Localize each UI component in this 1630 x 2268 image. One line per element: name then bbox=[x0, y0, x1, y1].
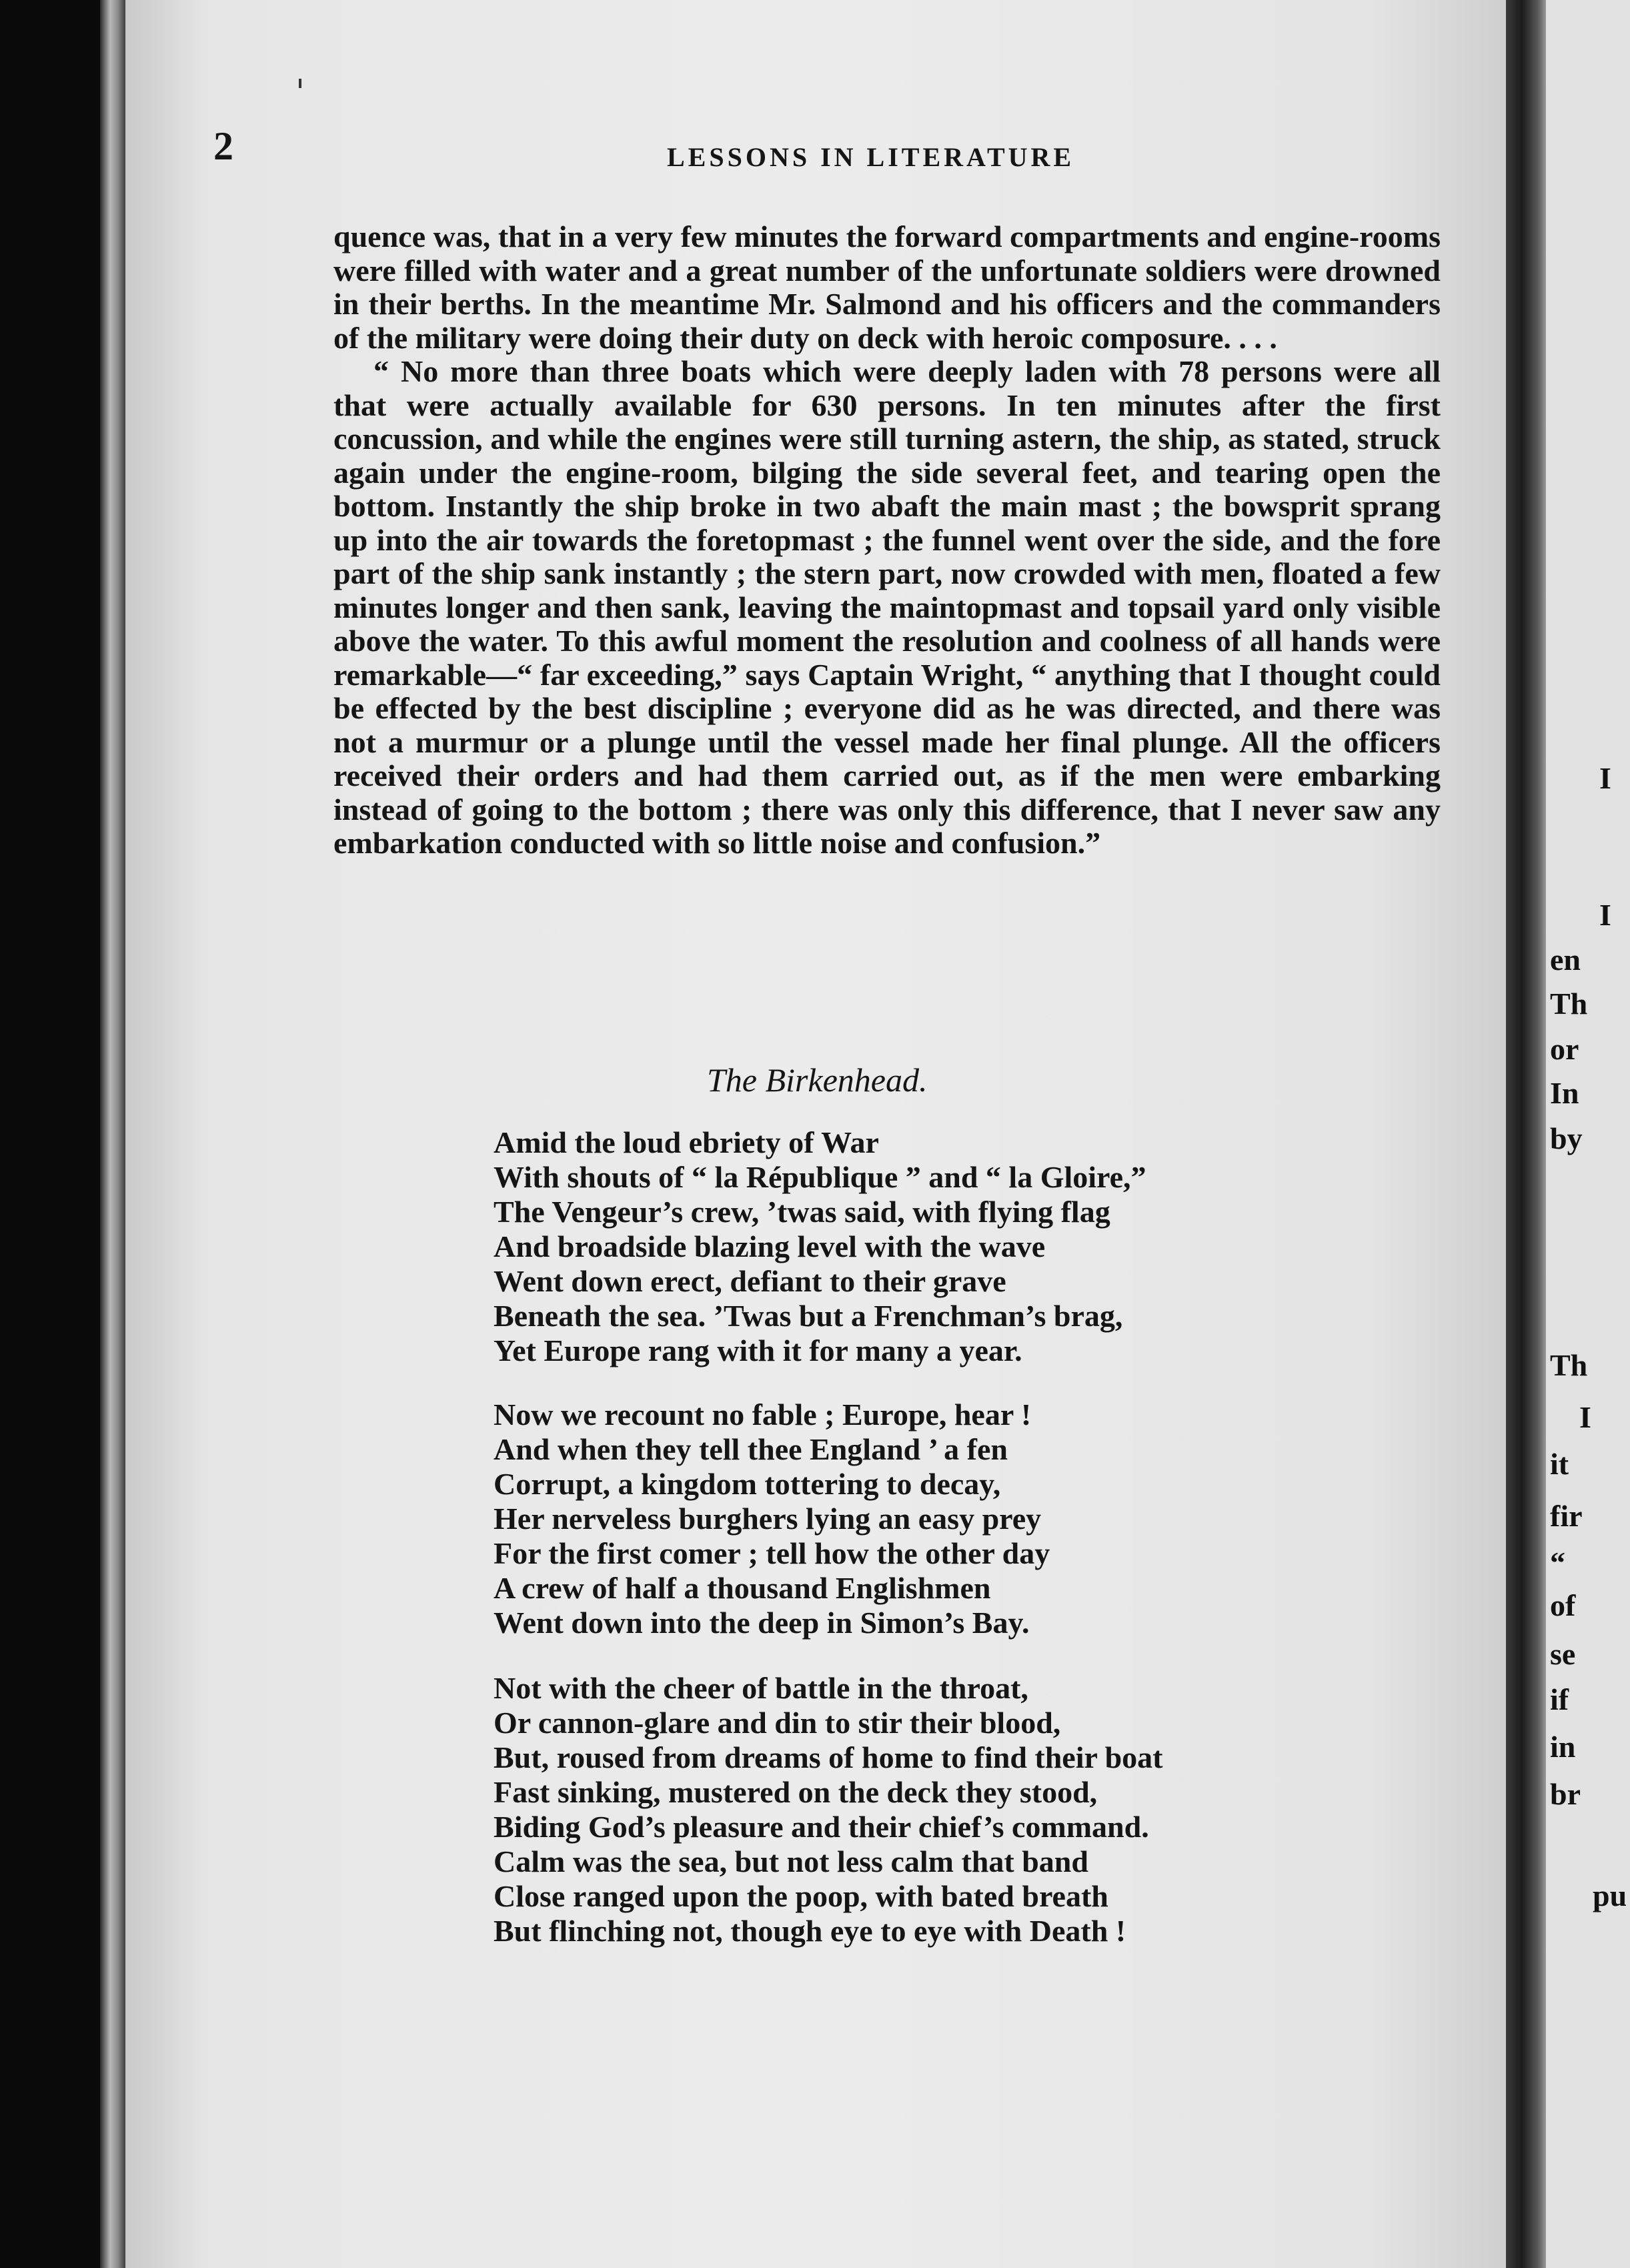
facing-page-fragment: Th bbox=[1550, 987, 1588, 1021]
poem-line: And when they tell thee England ’ a fen bbox=[494, 1432, 1008, 1466]
poem-stanza bbox=[494, 1671, 1321, 1948]
facing-page-fragment: pu bbox=[1593, 1878, 1627, 1912]
facing-page-fragment: se bbox=[1550, 1637, 1576, 1671]
poem-line: Now we recount no fable ; Europe, hear ! bbox=[494, 1397, 1032, 1432]
poem-line: But flinching not, though eye to eye with Death ! bbox=[494, 1914, 1126, 1948]
facing-page-fragment: of bbox=[1550, 1588, 1576, 1622]
poem-line: Went down into the deep in Simon’s Bay. bbox=[494, 1606, 1030, 1640]
poem-line: But, roused from dreams of home to find their boat bbox=[494, 1740, 1163, 1774]
poem-line: And broadside blazing level with the wave bbox=[494, 1229, 1046, 1263]
paragraph: “ No more than three boats which were deeply laden with 78 persons were all that were actually available for 630 persons. In ten minutes after the first concussion, and while the engines were still turning astern, the ship, as stated, struck again under the engine-room, bilging the side several feet, and tearing open the bottom. Instantly the ship broke in two abaft the main mast ; the bowsprit sprang up into the air towards the foretopmast ; the funnel went over the side, and the fore part of the ship sank instantly ; the stern part, now crowded with men, floated a few minutes longer and then sank, leaving the maintopmast and topsail yard only visible above the water. To this awful moment the resolution and coolness of all hands were remarkable—“ far exceeding,” says Captain Wright, “ anything that I thought could be effected by the best discipline ; everyone did as he was directed, and there was not a murmur or a plunge until the vessel made her final plunge. All the officers received their orders and had them carried out, as if the men were embarking instead of going to the bottom ; there was only this difference, that I never saw any embarkation conducted with so little noise and confusion.” bbox=[333, 354, 1441, 860]
poem-line: With shouts of “ la République ” and “ la Gloire,” bbox=[494, 1160, 1146, 1194]
poem-line: Fast sinking, mustered on the deck they stood, bbox=[494, 1775, 1098, 1809]
poem-line: For the first comer ; tell how the other day bbox=[494, 1536, 1050, 1570]
facing-page-fragment: fir bbox=[1550, 1499, 1583, 1533]
facing-page-fragment: or bbox=[1550, 1032, 1579, 1066]
page-number: 2 bbox=[213, 124, 233, 168]
facing-page-fragment: in bbox=[1550, 1730, 1576, 1764]
facing-page-fragment: “ bbox=[1550, 1546, 1565, 1580]
facing-page-fragment: by bbox=[1550, 1121, 1583, 1155]
book-gutter bbox=[1506, 0, 1546, 2268]
facing-page-fragment: it bbox=[1550, 1447, 1569, 1481]
poem-line: Or cannon-glare and din to stir their blood, bbox=[494, 1706, 1061, 1740]
facing-page-fragment: en bbox=[1550, 943, 1581, 977]
facing-page-fragment: if bbox=[1550, 1682, 1569, 1716]
paragraph: quence was, that in a very few minutes the forward compartments and engine-rooms were filled with water and a great number of the unfortunate soldiers were drowned in their berths. In the meantime Mr. Salmond and his officers and the commanders of the military were doing their duty on deck with heroic composure. . . . bbox=[333, 219, 1441, 355]
poem-line: Her nerveless burghers lying an easy prey bbox=[494, 1502, 1042, 1536]
facing-page-fragment: I bbox=[1599, 761, 1611, 795]
scan-speck bbox=[299, 79, 301, 88]
poem-line: Calm was the sea, but not less calm that band bbox=[494, 1844, 1088, 1878]
poem-line: The Vengeur’s crew, ’twas said, with flying flag bbox=[494, 1195, 1110, 1229]
facing-page-fragment: In bbox=[1550, 1076, 1579, 1110]
poem-line: Beneath the sea. ’Twas but a Frenchman’s brag, bbox=[494, 1299, 1123, 1333]
running-head: LESSONS IN LITERATURE bbox=[667, 142, 1075, 172]
poem-stanza bbox=[494, 1125, 1321, 1368]
left-page-edge bbox=[100, 0, 125, 2268]
prose-body bbox=[333, 220, 1441, 861]
facing-page-edge bbox=[1546, 0, 1630, 2268]
poem-line: Close ranged upon the poop, with bated breath bbox=[494, 1879, 1108, 1913]
poem-line: Not with the cheer of battle in the throat, bbox=[494, 1671, 1028, 1705]
poem-line: A crew of half a thousand Englishmen bbox=[494, 1571, 991, 1605]
poem-line: Biding God’s pleasure and their chief’s command. bbox=[494, 1810, 1149, 1844]
poem-title: The Birkenhead. bbox=[707, 1061, 928, 1099]
facing-page-fragment: Th bbox=[1550, 1348, 1588, 1382]
poem-line: Yet Europe rang with it for many a year. bbox=[494, 1333, 1022, 1367]
facing-page-fragment: I bbox=[1599, 898, 1611, 932]
poem-line: Went down erect, defiant to their grave bbox=[494, 1264, 1006, 1298]
poem-line: Amid the loud ebriety of War bbox=[494, 1125, 879, 1159]
scan-left-border bbox=[0, 0, 100, 2268]
facing-page-fragment: br bbox=[1550, 1777, 1581, 1811]
poem-line: Corrupt, a kingdom tottering to decay, bbox=[494, 1467, 1001, 1501]
poem-stanza bbox=[494, 1397, 1321, 1640]
facing-page-fragment: I bbox=[1579, 1400, 1591, 1434]
